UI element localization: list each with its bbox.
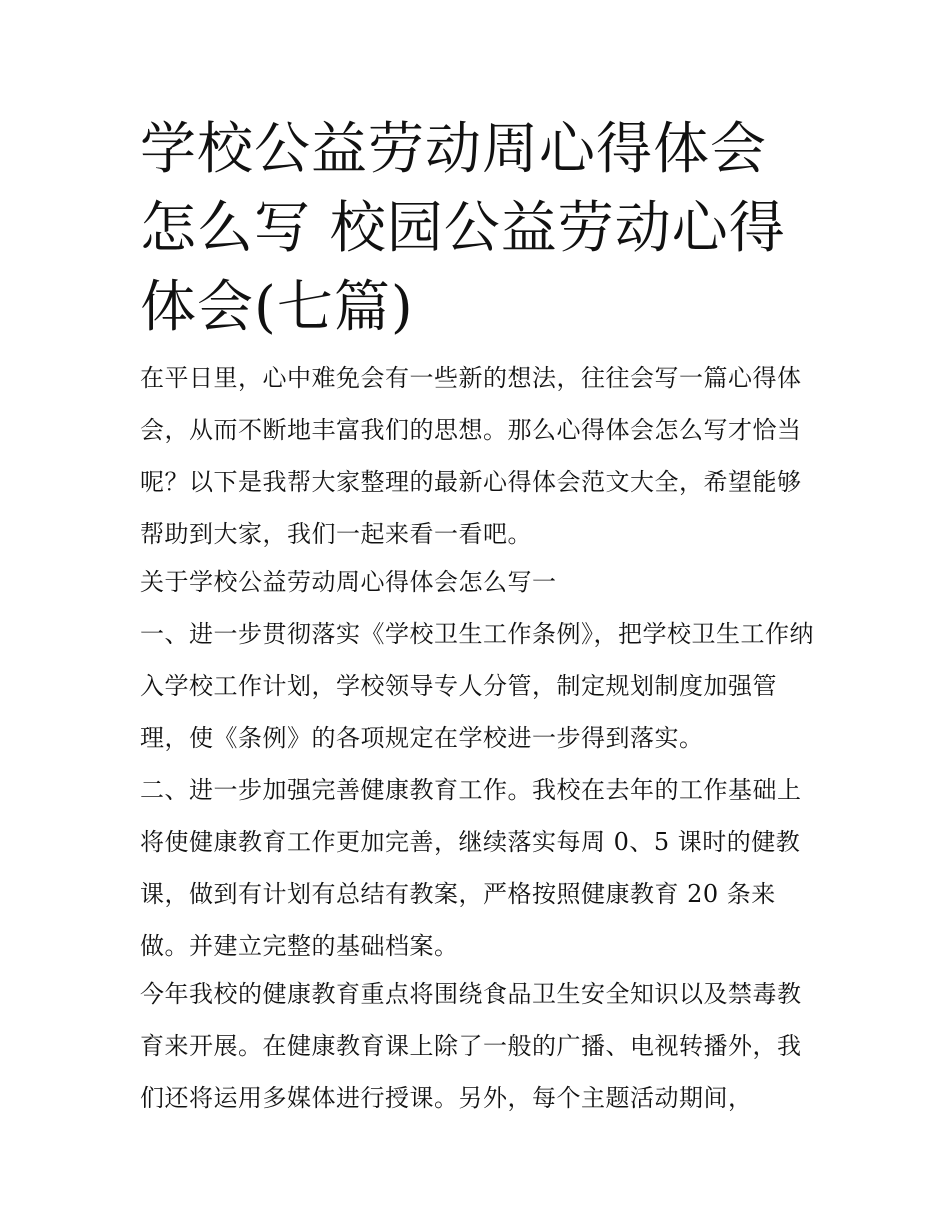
paragraph-item-two: 二、进一步加强完善健康教育工作。我校在去年的工作基础上将使健康教育工作更加完善，继续落实每周 0、5 课时的健教课，做到有计划有总结有教案，严格按照健康教育 20 条来做。并建立完整的基础档案。 [140,776,802,960]
paragraph-item-one: 一、进一步贯彻落实《学校卫生工作条例》，把学校卫生工作纳入学校工作计划，学校领导专人分管，制定规划制度加强管理，使《条例》的各项规定在学校进一步得到落实。 [140,620,814,752]
section-heading: 关于学校公益劳动周心得体会怎么写一 [140,568,557,596]
document-title: 学校公益劳动周心得体会怎么写 校园公益劳动心得体会(七篇) [140,117,786,340]
intro-paragraph: 在平日里，心中难免会有一些新的想法，往往会写一篇心得体会，从而不断地丰富我们的思想。那么心得体会怎么写才恰当呢？以下是我帮大家整理的最新心得体会范文大全，希望能够帮助到大家，我们一起来看一看吧。 [140,364,802,548]
paragraph-health-focus: 今年我校的健康教育重点将围绕食品卫生安全知识以及禁毒教育来开展。在健康教育课上除了一般的广播、电视转播外，我们还将运用多媒体进行授课。另外，每个主题活动期间， [140,980,802,1112]
